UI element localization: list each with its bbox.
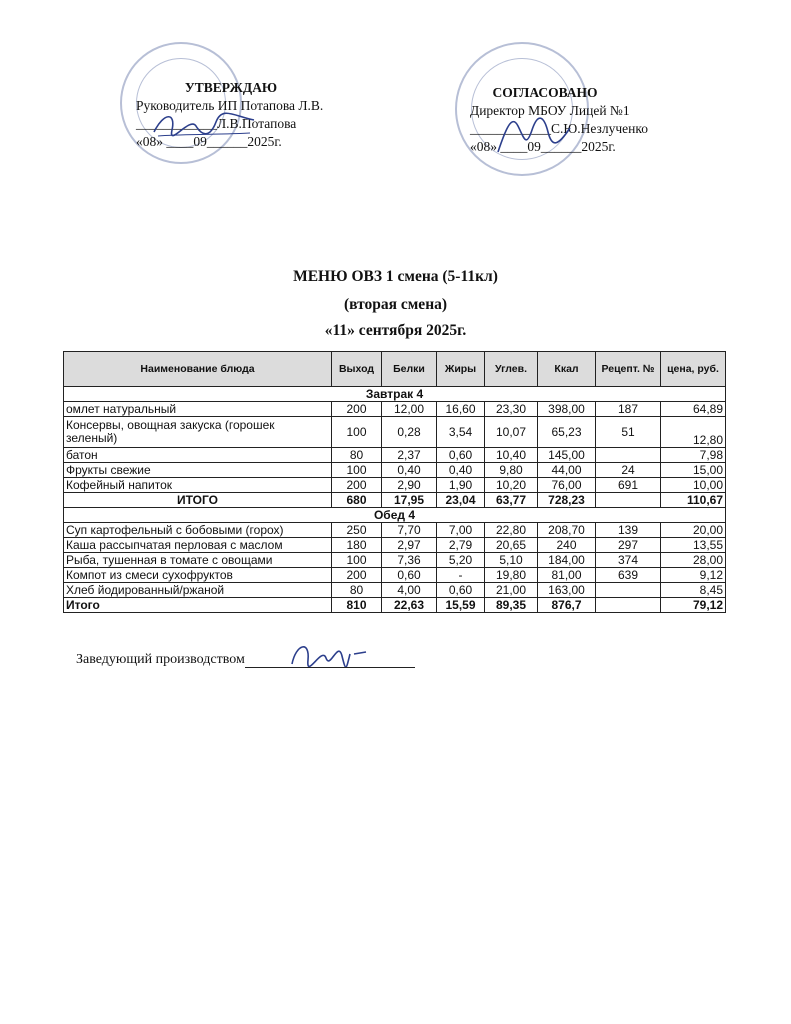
dish-fat: 0,60 [437, 448, 485, 463]
dish-fat: - [437, 568, 485, 583]
section-title-breakfast: Завтрак 4 [64, 387, 726, 402]
dish-recipe: 691 [596, 478, 661, 493]
col-header-yield: Выход [332, 352, 382, 387]
dish-recipe: 51 [596, 417, 661, 448]
table-row [64, 523, 726, 538]
dish-price: 12,80 [661, 417, 726, 448]
dish-protein: 4,00 [382, 583, 437, 598]
dish-fat: 2,79 [437, 538, 485, 553]
total-fat: 15,59 [437, 598, 485, 613]
dish-name: Фрукты свежие [64, 463, 332, 478]
signature-line [245, 653, 415, 668]
menu-subtitle: (вторая смена) [343, 296, 448, 313]
dish-price: 64,89 [661, 402, 726, 417]
dish-yield: 200 [332, 568, 382, 583]
dish-carbs: 21,00 [485, 583, 538, 598]
approve-name: ____________Л.В.Потапова [136, 116, 297, 131]
dish-price: 15,00 [661, 463, 726, 478]
dish-yield: 80 [332, 448, 382, 463]
col-header-recipe: Рецепт. № [596, 352, 661, 387]
total-row-lunch [64, 598, 726, 613]
total-row-breakfast [64, 493, 726, 508]
dish-fat: 3,54 [437, 417, 485, 448]
footer-signature [76, 652, 415, 668]
dish-kcal: 184,00 [538, 553, 596, 568]
col-header-carbs: Углев. [485, 352, 538, 387]
section-title-lunch: Обед 4 [64, 508, 726, 523]
dish-kcal: 145,00 [538, 448, 596, 463]
dish-recipe: 639 [596, 568, 661, 583]
dish-protein: 0,28 [382, 417, 437, 448]
dish-name: омлет натуральный [64, 402, 332, 417]
dish-kcal: 208,70 [538, 523, 596, 538]
agreed-position: Директор МБОУ Лицей №1 [470, 103, 630, 118]
approve-title: УТВЕРЖДАЮ [184, 80, 278, 95]
col-header-name: Наименование блюда [64, 352, 332, 387]
dish-kcal: 44,00 [538, 463, 596, 478]
col-header-price: цена, руб. [661, 352, 726, 387]
table-row [64, 478, 726, 493]
dish-protein: 0,40 [382, 463, 437, 478]
col-header-fat: Жиры [437, 352, 485, 387]
table-header-row [64, 352, 726, 387]
dish-price: 9,12 [661, 568, 726, 583]
total-price: 110,67 [661, 493, 726, 508]
dish-carbs: 19,80 [485, 568, 538, 583]
total-recipe [596, 598, 661, 613]
dish-yield: 180 [332, 538, 382, 553]
menu-table [63, 351, 726, 613]
dish-price: 8,45 [661, 583, 726, 598]
dish-protein: 2,90 [382, 478, 437, 493]
total-price: 79,12 [661, 598, 726, 613]
dish-name: Каша рассыпчатая перловая с маслом [64, 538, 332, 553]
total-protein: 17,95 [382, 493, 437, 508]
dish-protein: 2,97 [382, 538, 437, 553]
approve-date: «08» ____09______2025г. [136, 134, 282, 149]
dish-kcal: 81,00 [538, 568, 596, 583]
dish-carbs: 10,20 [485, 478, 538, 493]
dish-name: Хлеб йодированный/ржаной [64, 583, 332, 598]
dish-name: Компот из смеси сухофруктов [64, 568, 332, 583]
dish-kcal: 398,00 [538, 402, 596, 417]
agreed-name: ____________С.Ю.Незлученко [470, 121, 648, 136]
footer-label: Заведующий производством [76, 652, 245, 667]
table-row [64, 448, 726, 463]
dish-recipe [596, 448, 661, 463]
dish-fat: 16,60 [437, 402, 485, 417]
dish-kcal: 163,00 [538, 583, 596, 598]
total-yield: 810 [332, 598, 382, 613]
col-header-protein: Белки [382, 352, 437, 387]
approve-position: Руководитель ИП Потапова Л.В. [136, 98, 324, 113]
total-carbs: 63,77 [485, 493, 538, 508]
dish-recipe: 374 [596, 553, 661, 568]
dish-price: 28,00 [661, 553, 726, 568]
dish-carbs: 22,80 [485, 523, 538, 538]
agreed-title: СОГЛАСОВАНО [492, 85, 598, 100]
dish-protein: 7,36 [382, 553, 437, 568]
dish-yield: 80 [332, 583, 382, 598]
dish-yield: 200 [332, 402, 382, 417]
dish-yield: 100 [332, 463, 382, 478]
dish-fat: 5,20 [437, 553, 485, 568]
total-label: Итого [64, 598, 332, 613]
total-kcal: 728,23 [538, 493, 596, 508]
dish-carbs: 10,07 [485, 417, 538, 448]
dish-name: Рыба, тушенная в томате с овощами [64, 553, 332, 568]
dish-price: 13,55 [661, 538, 726, 553]
dish-protein: 7,70 [382, 523, 437, 538]
total-label: ИТОГО [64, 493, 332, 508]
table-row [64, 568, 726, 583]
dish-recipe: 139 [596, 523, 661, 538]
total-fat: 23,04 [437, 493, 485, 508]
dish-price: 20,00 [661, 523, 726, 538]
total-yield: 680 [332, 493, 382, 508]
dish-carbs: 10,40 [485, 448, 538, 463]
signature-left [150, 108, 260, 142]
dish-kcal: 240 [538, 538, 596, 553]
dish-recipe: 297 [596, 538, 661, 553]
dish-recipe: 187 [596, 402, 661, 417]
dish-recipe [596, 583, 661, 598]
table-row [64, 417, 726, 448]
menu-title: МЕНЮ ОВЗ 1 смена (5-11кл) [293, 268, 498, 285]
dish-price: 10,00 [661, 478, 726, 493]
signature-right [488, 108, 578, 158]
dish-fat: 0,60 [437, 583, 485, 598]
dish-recipe: 24 [596, 463, 661, 478]
total-carbs: 89,35 [485, 598, 538, 613]
dish-protein: 2,37 [382, 448, 437, 463]
total-kcal: 876,7 [538, 598, 596, 613]
table-row [64, 402, 726, 417]
dish-yield: 100 [332, 417, 382, 448]
dish-protein: 0,60 [382, 568, 437, 583]
dish-yield: 100 [332, 553, 382, 568]
dish-kcal: 76,00 [538, 478, 596, 493]
dish-carbs: 5,10 [485, 553, 538, 568]
dish-protein: 12,00 [382, 402, 437, 417]
dish-yield: 250 [332, 523, 382, 538]
dish-carbs: 20,65 [485, 538, 538, 553]
total-recipe [596, 493, 661, 508]
dish-price: 7,98 [661, 448, 726, 463]
dish-yield: 200 [332, 478, 382, 493]
table-row [64, 463, 726, 478]
table-row [64, 538, 726, 553]
total-protein: 22,63 [382, 598, 437, 613]
dish-fat: 7,00 [437, 523, 485, 538]
section-row-breakfast [64, 387, 726, 402]
agreed-date: «08» ____09______2025г. [470, 139, 616, 154]
dish-fat: 0,40 [437, 463, 485, 478]
dish-carbs: 23,30 [485, 402, 538, 417]
table-row [64, 583, 726, 598]
menu-date: «11» сентября 2025г. [324, 322, 467, 339]
dish-name: Консервы, овощная закуска (горошек зеленый) [64, 417, 332, 448]
dish-carbs: 9,80 [485, 463, 538, 478]
dish-name: Кофейный напиток [64, 478, 332, 493]
dish-name: Суп картофельный с бобовыми (горох) [64, 523, 332, 538]
col-header-kcal: Ккал [538, 352, 596, 387]
dish-kcal: 65,23 [538, 417, 596, 448]
table-row [64, 553, 726, 568]
section-row-lunch [64, 508, 726, 523]
dish-name: батон [64, 448, 332, 463]
dish-fat: 1,90 [437, 478, 485, 493]
